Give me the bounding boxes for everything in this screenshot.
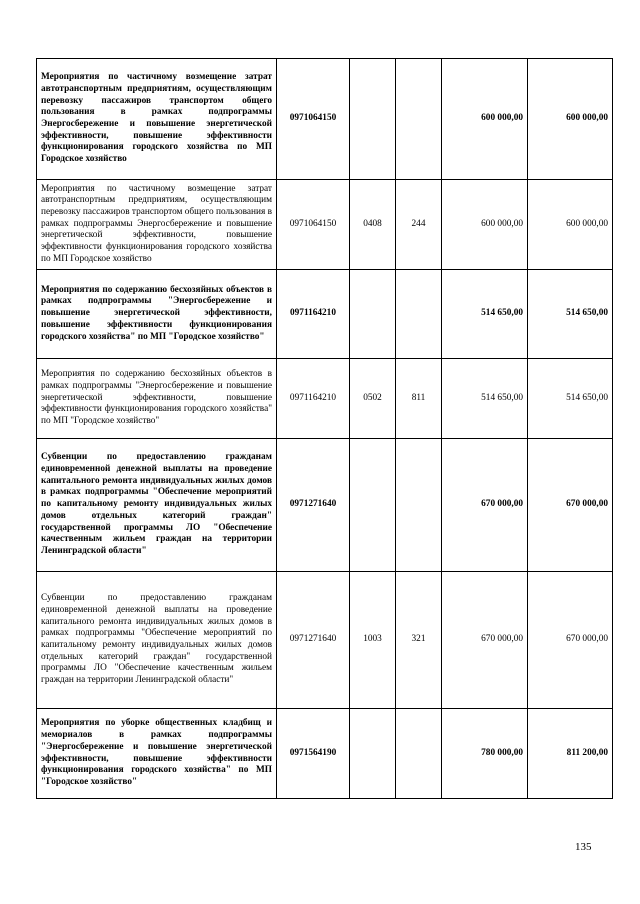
row-description: Мероприятия по уборке общественных кладбищ и мемориалов в рамках подпрограммы "Энергосбережение и повышение энергетической эффективности, повышение эффективности функционирования городского хозяйства" по МП "Городское хозяйство" (37, 709, 277, 799)
row-section-code (350, 59, 396, 180)
row-description: Мероприятия по содержанию бесхозяйных объектов в рамках подпрограммы "Энергосбережение и повышение энергетической эффективности, повышение эффективности функционирования городского хозяйства" по МП "Городское хозяйство" (37, 359, 277, 439)
row-amount-2: 514 650,00 (528, 270, 613, 359)
row-section-code (350, 439, 396, 572)
row-amount-2: 670 000,00 (528, 572, 613, 709)
row-amount-2: 514 650,00 (528, 359, 613, 439)
row-amount-1: 670 000,00 (442, 439, 528, 572)
row-expense-type-code (396, 59, 442, 180)
table-row (37, 270, 613, 359)
row-section-code: 0502 (350, 359, 396, 439)
row-amount-1: 600 000,00 (442, 59, 528, 180)
table-row (37, 439, 613, 572)
row-description: Мероприятия по частичному возмещение затрат автотранспортным предприятиям, осуществляющим перевозку пассажиров транспортом общего пользования в рамках подпрограммы Энергосбережение и повышение энергетической эффективности, повышение эффективности функционирования городского хозяйства по МП Городское хозяйство (37, 59, 277, 180)
row-amount-1: 670 000,00 (442, 572, 528, 709)
page-number: 135 (575, 841, 592, 853)
table-row (37, 572, 613, 709)
row-expense-type-code: 321 (396, 572, 442, 709)
row-description: Мероприятия по частичному возмещение затрат автотранспортным предприятиям, осуществляющим перевозку пассажиров транспортом общего пользования в рамках подпрограммы Энергосбережение и повышение энергетической эффективности, повышение эффективности функционирования городского хозяйства по МП Городское хозяйство (37, 180, 277, 270)
row-target-code: 0971564190 (277, 709, 350, 799)
row-expense-type-code: 244 (396, 180, 442, 270)
row-description: Субвенции по предоставлению гражданам единовременной денежной выплаты на проведение капитального ремонта индивидуальных жилых домов в рамках подпрограммы "Обеспечение мероприятий по капитальному ремонту индивидуальных жилых домов отдельных категорий граждан" государственной программы ЛО "Обеспечение качественным жильем граждан на территории Ленинградской области" (37, 439, 277, 572)
row-amount-2: 670 000,00 (528, 439, 613, 572)
row-amount-1: 514 650,00 (442, 270, 528, 359)
row-amount-1: 600 000,00 (442, 180, 528, 270)
row-target-code: 0971164210 (277, 270, 350, 359)
row-section-code: 1003 (350, 572, 396, 709)
row-expense-type-code (396, 439, 442, 572)
row-expense-type-code (396, 709, 442, 799)
row-section-code: 0408 (350, 180, 396, 270)
table-row (37, 359, 613, 439)
row-expense-type-code (396, 270, 442, 359)
row-amount-2: 600 000,00 (528, 180, 613, 270)
row-amount-2: 600 000,00 (528, 59, 613, 180)
row-amount-1: 780 000,00 (442, 709, 528, 799)
row-target-code: 0971064150 (277, 59, 350, 180)
row-expense-type-code: 811 (396, 359, 442, 439)
row-amount-1: 514 650,00 (442, 359, 528, 439)
row-target-code: 0971064150 (277, 180, 350, 270)
row-amount-2: 811 200,00 (528, 709, 613, 799)
table-row (37, 180, 613, 270)
table-row (37, 709, 613, 799)
row-description: Субвенции по предоставлению гражданам единовременной денежной выплаты на проведение капитального ремонта индивидуальных жилых домов в рамках подпрограммы "Обеспечение мероприятий по капитальному ремонту индивидуальных жилых домов отдельных категорий граждан" государственной программы ЛО "Обеспечение качественным жильем граждан на территории Ленинградской области" (37, 572, 277, 709)
table-row (37, 59, 613, 180)
row-section-code (350, 270, 396, 359)
row-target-code: 0971271640 (277, 439, 350, 572)
budget-table (36, 58, 613, 799)
row-target-code: 0971164210 (277, 359, 350, 439)
row-section-code (350, 709, 396, 799)
row-description: Мероприятия по содержанию бесхозяйных объектов в рамках подпрограммы "Энергосбережение и повышение энергетической эффективности, повышение эффективности функционирования городского хозяйства" по МП "Городское хозяйство" (37, 270, 277, 359)
row-target-code: 0971271640 (277, 572, 350, 709)
